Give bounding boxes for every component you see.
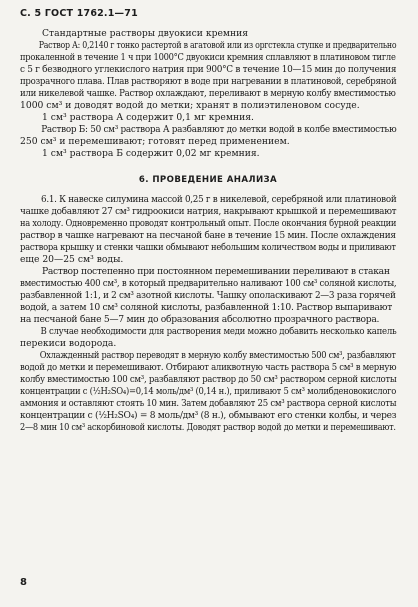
text-line: 6.1. К навеске силумина массой 0,25 г в никелевой, серебряной или платиновой xyxy=(41,194,397,205)
paragraph xyxy=(20,40,396,112)
text-line: на песчаной бане 5—7 мин до образования абсолютно прозрачного раствора. xyxy=(20,314,380,325)
text-line: Стандартные растворы двуокиси кремния xyxy=(42,28,249,39)
text-line: 2—8 мин 10 см³ аскорбиновой кислоты. Доводят раствор водой до метки и перемешивают. xyxy=(20,422,396,433)
text-line: водой, а затем 10 см³ соляной кислоты, разбавленной 1:10. Раствор выпаривают xyxy=(20,302,392,313)
analysis-section xyxy=(20,194,396,434)
text-line: раствора крышку и стенки чашки обмывают небольшим количеством воды и приливают xyxy=(20,242,396,253)
paragraph xyxy=(20,112,396,124)
text-line: аммония и оставляют стоять 10 мин. Затем добавляют 25 см³ раствора серной кислоты xyxy=(20,398,397,409)
paragraph xyxy=(20,326,396,350)
text-line: еще 20—25 см³ воды. xyxy=(20,254,124,265)
text-line: чашке добавляют 27 см³ гидроокиси натрия, накрывают крышкой и перемешивают xyxy=(20,206,397,217)
paragraph xyxy=(20,194,396,266)
text-line: 1 см³ раствора А содержит 0,1 мг кремния. xyxy=(42,112,254,123)
paragraph xyxy=(20,148,396,160)
text-line: разбавленной 1:1, и 2 см³ азотной кислоты. Чашку ополаскивают 2—3 раза горячей xyxy=(20,290,396,301)
text-line: 250 см³ и перемешивают; готовят перед применением. xyxy=(20,136,290,147)
paragraph xyxy=(20,266,396,326)
text-line: колбу вместимостью 100 см³, разбавляют раствор до 50 см³ раствором серной кислоты xyxy=(20,374,397,385)
paragraph xyxy=(20,28,396,40)
page-header: С. 5 ГОСТ 1762.1—71 xyxy=(20,8,138,19)
text-line: Раствор А: 0,2140 г тонко растертой в агатовой или из оргстекла ступке и предварительно xyxy=(38,40,397,51)
document-body xyxy=(20,28,396,434)
text-line: водой до метки и перемешивают. Отбирают аликвотную часть раствора 5 см³ в мерную xyxy=(20,362,397,373)
text-line: В случае необходимости для растворения меди можно добавить несколько капель xyxy=(40,326,397,337)
intro-section xyxy=(20,28,396,160)
section-heading: 6. ПРОВЕДЕНИЕ АНАЛИЗА xyxy=(138,175,278,185)
text-line: Раствор постепенно при постоянном перемешивании переливают в стакан xyxy=(42,266,390,277)
text-line: вместимостью 400 см³, в который предварительно наливают 100 см³ соляной кислоты, xyxy=(20,278,397,289)
page-number: 8 xyxy=(20,577,27,588)
text-line: концентрации c (½H₂SO₄) = 8 моль/дм³ (8 н.), обмывают его стенки колбы, и через xyxy=(20,410,397,421)
text-line: перекиси водорода. xyxy=(20,338,117,349)
text-line: 1 см³ раствора Б содержит 0,02 мг кремния. xyxy=(42,148,260,159)
text-line: концентрации c (½H₂SO₄)=0,14 моль/дм³ (0,14 н.), приливают 5 см³ молибденовокислого xyxy=(20,386,397,397)
text-line: Охлажденный раствор переводят в мерную колбу вместимостью 500 см³, разбавляют xyxy=(39,350,396,361)
text-line: на холоду. Одновременно проводят контрольный опыт. После окончания бурной реакции xyxy=(20,218,397,229)
text-line: Раствор Б: 50 см³ раствора А разбавляют до метки водой в колбе вместимостью xyxy=(41,124,397,135)
paragraph xyxy=(20,124,396,148)
text-line: с 5 г безводного углекислого натрия при 900°С в течение 10—15 мин до получения xyxy=(20,64,397,75)
text-line: раствор в чашке нагревают на песчаной бане в течение 15 мин. После охлаждения xyxy=(20,230,396,241)
text-line: прозрачного плава. Плав растворяют в воде при нагревании в платиновой, серебряной xyxy=(20,76,397,87)
text-line: или никелевой чашке. Раствор охлаждают, переливают в мерную колбу вместимостью xyxy=(20,88,396,99)
text-line: прокаленной в течение 1 ч при 1000°С двуокиси кремния сплавляют в платиновом тигле xyxy=(20,52,396,63)
text-line: 1000 см³ и доводят водой до метки; хранят в полиэтиленовом сосуде. xyxy=(20,100,360,111)
paragraph xyxy=(20,350,396,434)
